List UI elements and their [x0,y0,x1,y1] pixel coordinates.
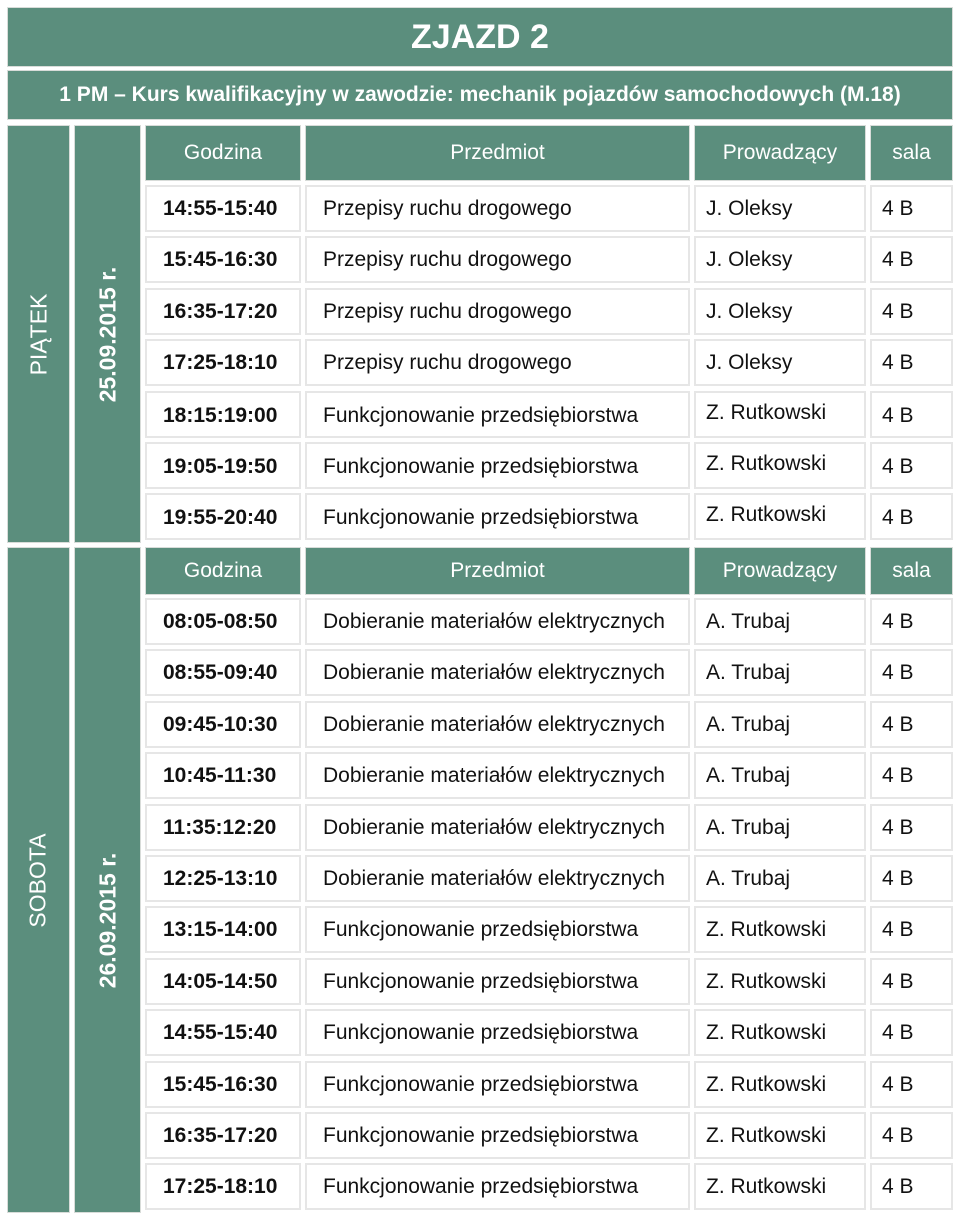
room-cell: 4 B [870,339,953,386]
room-cell: 4 B [870,493,953,540]
room-cell: 4 B [870,649,953,696]
teacher-cell: A. Trubaj [694,649,866,696]
day-date: 25.09.2015 r. [94,266,121,402]
subject-cell: Funkcjonowanie przedsiębiorstwa [305,1163,690,1210]
day-date: 26.09.2015 r. [94,852,121,988]
teacher-cell: Z. Rutkowski [694,906,866,953]
time-cell: 19:05-19:50 [145,442,301,489]
room-cell: 4 B [870,288,953,335]
day-name: SOBOTA [25,832,51,928]
column-header-time: Godzina [145,547,301,595]
room-cell: 4 B [870,598,953,645]
time-cell: 15:45-16:30 [145,1061,301,1108]
teacher-cell: Z. Rutkowski [694,1112,866,1159]
teacher-cell: A. Trubaj [694,855,866,902]
teacher-cell: J. Oleksy [694,185,866,232]
subject-cell: Przepisy ruchu drogowego [305,339,690,386]
day-name: PIĄTEK [25,293,51,375]
column-header-room: sala [870,547,953,595]
time-cell: 15:45-16:30 [145,236,301,283]
date-label-friday [74,125,141,543]
subject-cell: Funkcjonowanie przedsiębiorstwa [305,391,690,438]
teacher-cell: A. Trubaj [694,701,866,748]
teacher-cell: A. Trubaj [694,598,866,645]
room-cell: 4 B [870,1163,953,1210]
subject-cell: Dobieranie materiałów elektrycznych [305,855,690,902]
teacher-cell: A. Trubaj [694,752,866,799]
subject-cell: Funkcjonowanie przedsiębiorstwa [305,958,690,1005]
time-cell: 14:05-14:50 [145,958,301,1005]
time-cell: 16:35-17:20 [145,288,301,335]
subject-cell: Dobieranie materiałów elektrycznych [305,649,690,696]
date-label-saturday [74,547,141,1213]
teacher-cell: Z. Rutkowski [694,1061,866,1108]
column-header-subject: Przedmiot [305,125,690,181]
room-cell: 4 B [870,185,953,232]
time-cell: 16:35-17:20 [145,1112,301,1159]
column-header-room: sala [870,125,953,181]
time-cell: 13:15-14:00 [145,906,301,953]
course-subtitle: 1 PM – Kurs kwalifikacyjny w zawodzie: mechanik pojazdów samochodowych (M.18) [7,70,953,120]
time-cell: 12:25-13:10 [145,855,301,902]
column-header-teacher: Prowadzący [694,547,866,595]
time-cell: 10:45-11:30 [145,752,301,799]
subject-cell: Przepisy ruchu drogowego [305,185,690,232]
time-cell: 14:55-15:40 [145,185,301,232]
room-cell: 4 B [870,1061,953,1108]
column-header-teacher: Prowadzący [694,125,866,181]
room-cell: 4 B [870,804,953,851]
subject-cell: Przepisy ruchu drogowego [305,288,690,335]
teacher-cell: Z. Rutkowski [694,1163,866,1210]
subject-cell: Funkcjonowanie przedsiębiorstwa [305,1112,690,1159]
room-cell: 4 B [870,701,953,748]
subject-cell: Funkcjonowanie przedsiębiorstwa [305,493,690,540]
subject-cell: Dobieranie materiałów elektrycznych [305,752,690,799]
room-cell: 4 B [870,958,953,1005]
day-label-saturday [7,547,70,1213]
time-cell: 09:45-10:30 [145,701,301,748]
time-cell: 08:05-08:50 [145,598,301,645]
time-cell: 11:35:12:20 [145,804,301,851]
room-cell: 4 B [870,442,953,489]
room-cell: 4 B [870,906,953,953]
teacher-cell: Z. Rutkowski [694,442,866,489]
room-cell: 4 B [870,855,953,902]
subject-cell: Funkcjonowanie przedsiębiorstwa [305,1009,690,1056]
time-cell: 18:15:19:00 [145,391,301,438]
teacher-cell: Z. Rutkowski [694,1009,866,1056]
teacher-cell: Z. Rutkowski [694,958,866,1005]
subject-cell: Dobieranie materiałów elektrycznych [305,701,690,748]
room-cell: 4 B [870,1009,953,1056]
subject-cell: Dobieranie materiałów elektrycznych [305,598,690,645]
subject-cell: Funkcjonowanie przedsiębiorstwa [305,1061,690,1108]
teacher-cell: Z. Rutkowski [694,391,866,438]
time-cell: 08:55-09:40 [145,649,301,696]
room-cell: 4 B [870,752,953,799]
subject-cell: Dobieranie materiałów elektrycznych [305,804,690,851]
time-cell: 17:25-18:10 [145,1163,301,1210]
column-header-subject: Przedmiot [305,547,690,595]
room-cell: 4 B [870,1112,953,1159]
time-cell: 17:25-18:10 [145,339,301,386]
teacher-cell: J. Oleksy [694,236,866,283]
subject-cell: Funkcjonowanie przedsiębiorstwa [305,906,690,953]
teacher-cell: Z. Rutkowski [694,493,866,540]
subject-cell: Przepisy ruchu drogowego [305,236,690,283]
time-cell: 14:55-15:40 [145,1009,301,1056]
teacher-cell: A. Trubaj [694,804,866,851]
room-cell: 4 B [870,236,953,283]
time-cell: 19:55-20:40 [145,493,301,540]
subject-cell: Funkcjonowanie przedsiębiorstwa [305,442,690,489]
room-cell: 4 B [870,391,953,438]
page-title: ZJAZD 2 [7,7,953,67]
column-header-time: Godzina [145,125,301,181]
day-label-friday [7,125,70,543]
teacher-cell: J. Oleksy [694,339,866,386]
teacher-cell: J. Oleksy [694,288,866,335]
